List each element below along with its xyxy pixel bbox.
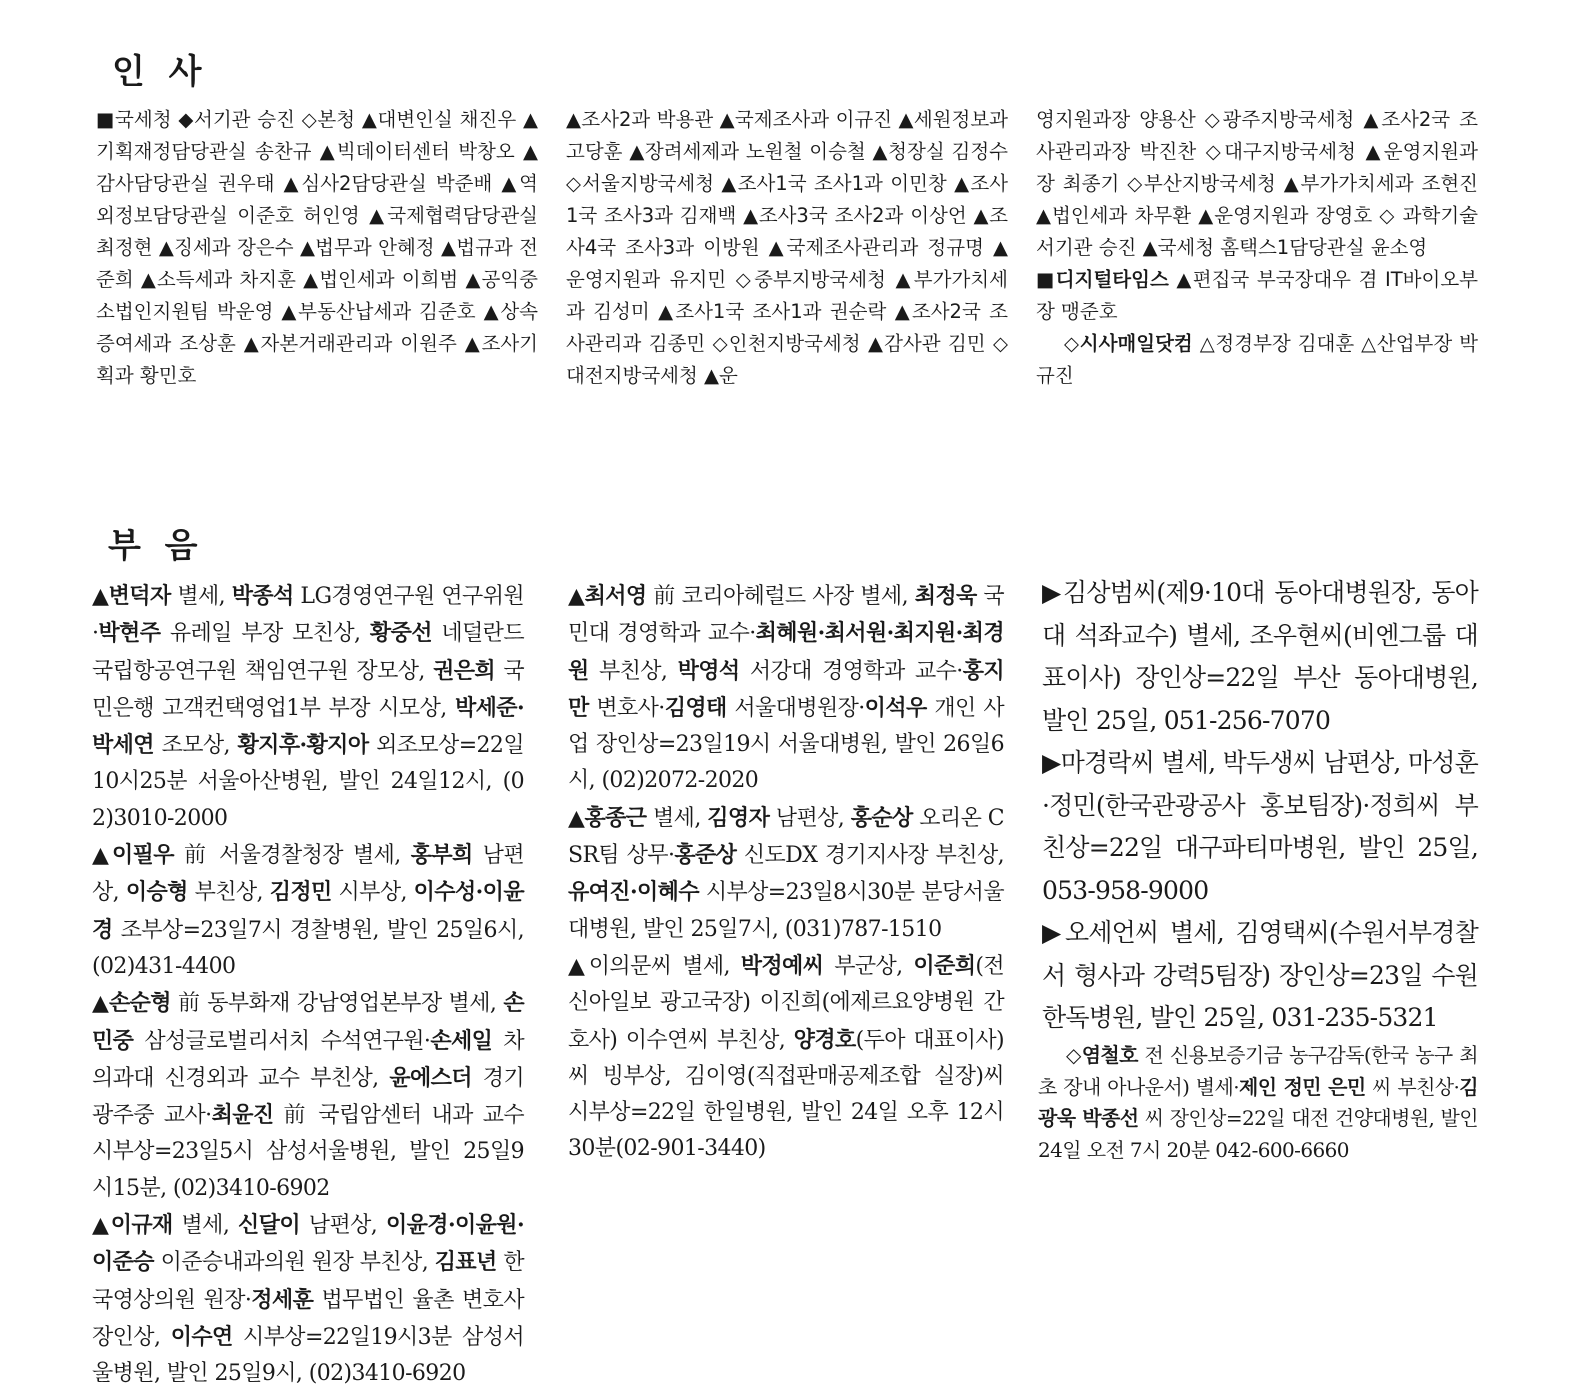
bold-name-run: 권은희 [433, 657, 496, 684]
bold-name-run: 윤에스더 [389, 1064, 472, 1091]
bold-name-run: 이수성·이윤경 [92, 879, 524, 943]
text-run: 서울대병원장· [726, 695, 865, 721]
paragraph [1042, 912, 1478, 1040]
paragraph [1038, 1040, 1478, 1166]
bold-name-run: 유여진·이혜수 [568, 879, 699, 906]
text-run: 법무법인 율촌 변호사 장인상, [92, 1287, 524, 1350]
text-run: 씨 장인상=22일 대전 건양대병원, 발인 24일 오전 7시 20분 042-600-6660 [1038, 1106, 1478, 1162]
text-run: 네덜란드 국립항공연구원 책임연구원 장모상, [92, 621, 524, 684]
paragraph [568, 948, 1004, 1168]
text-run: 별세, [646, 805, 708, 831]
text-run: 시부상=22일19시3분 삼성서울병원, 발인 25일9시, (02)3410-6920 [92, 1324, 524, 1387]
text-run: 시부상=23일8시30분 분당서울대병원, 발인 25일7시, (031)787-1510 [568, 880, 1004, 942]
text-run: 前 국립암센터 내과 교수 시부상=23일5시 삼성서울병원, 발인 25일9시15분, (02)3410-6902 [92, 1103, 525, 1201]
text-run: 차의과대 신경외과 교수 부친상, [92, 1028, 524, 1091]
bold-name-run: 이수연 [170, 1323, 233, 1350]
bold-name-run: 손민중 [92, 990, 524, 1054]
bold-name-run: 제인 정민 은민 [1239, 1074, 1366, 1099]
text-run: 서강대 경영학과 교수· [739, 658, 963, 684]
bold-name-run: 신달이 [238, 1212, 300, 1239]
bueum-column-3-notice [1038, 1040, 1478, 1166]
text-run: ▲편집국 부국장대우 겸 IT바이오부장 맹준호 [1036, 268, 1478, 323]
bueum-column-1 [92, 578, 524, 1393]
text-run: 별세, [170, 584, 232, 609]
text-run: 남편상, [769, 805, 851, 831]
text-run: 변호사· [588, 695, 665, 721]
bold-name-run: 최윤진 [211, 1102, 274, 1129]
bold-name-run: 홍준상 [674, 842, 737, 869]
bold-name-run: 손세일 [430, 1027, 493, 1054]
text-run: ▶김상범씨(제9·10대 동아대병원장, 동아대 석좌교수) 별세, 조우현씨(비엔그룹 대표이사) 장인상=22일 부산 동아대병원, 발인 25일, 051-256-7070 [1042, 578, 1478, 735]
text-run: ▲이의문씨 [568, 953, 672, 979]
insa-column-1 [96, 104, 538, 392]
text-run: 국민대 경영학과 교수· [568, 584, 1005, 647]
paragraph [568, 800, 1004, 948]
text-run: 부친상, [187, 880, 270, 906]
bold-name-run: 이석우 [864, 694, 927, 721]
bold-name-run: 김광욱 박종선 [1038, 1074, 1479, 1130]
text-run: ■국세청 ◆서기관 승진 ◇본청 ▲대변인실 채진우 ▲기획재정담당관실 송찬규 ▲빅데이터센터 박창오 ▲감사담당관실 권우태 ▲심사2담당관실 박준배 ▲역외정보담당관실 이준호 허인영 ▲국제협력담당관실 최정현 ▲징세과 장은수 ▲법무과 안혜정 ▲법규과 전준희 ▲소득세과 차지훈 ▲법인세과 이희범 ▲공익중소법인지원팀 박운영 ▲부동산납세과 김준호 ▲상속증여세과 조상훈 ▲자본거래관리과 이원주 ▲조사기획과 황민호 [96, 108, 538, 387]
text-run: 신도DX 경기지사장 부친상, [736, 843, 1004, 869]
paragraph [92, 837, 524, 985]
text-run: 오리온 CSR팀 상무· [568, 805, 1005, 869]
bueum-heading: 부 음 [108, 526, 204, 566]
bold-name-run: 박종석 [231, 583, 294, 609]
bold-name-run: 양경호 [793, 1026, 856, 1053]
bold-name-run: ▲최서영 [568, 583, 647, 609]
bold-name-run: 김영태 [664, 694, 727, 721]
paragraph [566, 104, 1008, 392]
paragraph [1036, 328, 1478, 392]
text-run: 삼성글로벌리서치 수석연구원· [133, 1028, 431, 1054]
text-run: 조부상=23일7시 경찰병원, 발인 25일6시, (02)431-4400 [92, 917, 524, 979]
bold-name-run: 이윤경·이윤원·이준승 [92, 1212, 525, 1276]
bueum-column-2 [568, 578, 1004, 1168]
paragraph [1042, 572, 1478, 742]
paragraph [92, 985, 524, 1207]
bold-name-run: ◇시사매일닷컴 [1064, 332, 1193, 355]
text-run: 이준승내과의원 원장 부친상, [153, 1250, 435, 1276]
text-run: 씨 부친상· [1365, 1074, 1460, 1099]
text-run: 시부상, [331, 880, 414, 906]
bold-name-run: 황중선 [369, 620, 432, 647]
text-run: 개인 사업 장인상=23일19시 서울대병원, 발인 26일6시, (02)2072-2020 [568, 695, 1004, 794]
bold-name-run: ▲이필우 [92, 842, 174, 869]
bold-name-run: 이승형 [125, 879, 188, 906]
bold-name-run: 김영자 [707, 804, 770, 831]
bueum-column-3 [1042, 572, 1478, 1040]
text-run: 전 신용보증기금 농구감독(한국 농구 최초 장내 아나운서) 별세· [1038, 1043, 1478, 1099]
insa-column-2 [566, 104, 1008, 392]
text-run: ▶마경락씨 별세, 박두생씨 남편상, 마성훈·정민(한국관광공사 홍보팀장)·정희씨 부친상=22일 대구파티마병원, 발인 25일, 053-958-9000 [1042, 748, 1478, 905]
insa-column-3 [1036, 104, 1478, 392]
text-run: 조모상, [153, 733, 238, 759]
paragraph [92, 578, 524, 837]
bold-name-run: ▲홍종근 [568, 804, 647, 831]
paragraph [1036, 104, 1478, 264]
text-run: 남편상, [300, 1213, 386, 1239]
text-run: LG경영연구원 연구위원· [92, 584, 525, 647]
paragraph [92, 1207, 524, 1392]
bold-name-run: 박현주 [98, 620, 161, 647]
bold-name-run: 홍부희 [410, 842, 473, 869]
bold-name-run: 최혜원·최서원·최지원·최경원 [568, 620, 1004, 684]
text-run: ▶오세언씨 별세, 김영택씨(수원서부경찰서 형사과 강력5팀장) 장인상=23일 수원 한독병원, 발인 25일, 031-235-5321 [1042, 918, 1478, 1032]
text-run: 前 동부화재 강남영업본부장 별세, [170, 991, 504, 1017]
text-run: 남편상, [92, 843, 524, 906]
text-run: ▲조사2과 박용관 ▲국제조사과 이규진 ▲세원정보과 고당훈 ▲장려세제과 노원철 이승철 ▲청장실 김정수 ◇서울지방국세청 ▲조사1국 조사1과 이민창 ▲조사1국 조사3과 김재백 ▲조사3국 조사2과 이상언 ▲조사4국 조사3과 이방원 ▲국제조사관리과 정규명 ▲운영지원과 유지민 ◇중부지방국세청 ▲부가가치세과 김성미 ▲조사1국 조사1과 권순락 ▲조사2국 조사관리과 김종민 ◇인천지방국세청 ▲감사관 김민 ◇대전지방국세청 ▲운 [566, 108, 1008, 387]
bold-name-run: 정세훈 [251, 1286, 314, 1313]
text-run: 경기 광주중 교사· [92, 1065, 524, 1129]
paragraph [1042, 742, 1478, 912]
text-run: 前 서울경찰청장 별세, [173, 843, 411, 869]
bold-name-run: ▲이규재 [92, 1212, 173, 1239]
bold-name-run: 이준희 [913, 952, 976, 979]
bold-name-run: ◇염철호 [1066, 1043, 1138, 1067]
text-run: △정경부장 김대훈 △산업부장 박규진 [1036, 332, 1478, 387]
paragraph [96, 104, 538, 392]
paragraph [1036, 264, 1478, 328]
bold-name-run: 박영석 [677, 657, 740, 684]
text-run: 유레일 부장 모친상, [160, 621, 370, 647]
bold-name-run: 최정욱 [914, 583, 977, 609]
text-run: 부친상, [588, 658, 678, 684]
text-run: 한국영상의원 원장· [92, 1250, 525, 1313]
text-run: 별세, [671, 953, 741, 979]
bold-name-run: 황지후·황지아 [237, 732, 369, 759]
bold-name-run: ▲변덕자 [92, 583, 171, 609]
text-run: (전 신아일보 광고국장) 이진희(에제르요양병원 간호사) 이수연씨 부친상, [568, 953, 1004, 1053]
text-run: 별세, [172, 1213, 239, 1239]
bold-name-run: 박정예씨 [740, 952, 824, 979]
insa-heading: 인 사 [112, 52, 208, 92]
paragraph [568, 578, 1004, 800]
bold-name-run: 김표년 [434, 1249, 497, 1276]
text-run: 영지원과장 양용산 ◇광주지방국세청 ▲조사2국 조사관리과장 박진찬 ◇대구지방국세청 ▲운영지원과장 최종기 ◇부산지방국세청 ▲부가가치세과 조현진 ▲법인세과 차무환 ▲운영지원과 장영호 ◇ 과학기술서기관 승진 ▲국세청 홈택스1담당관실 윤소영 [1036, 108, 1478, 259]
bold-name-run: ▲손순형 [92, 990, 171, 1017]
text-run: 부군상, [823, 953, 914, 979]
text-run: (두아 대표이사)씨 빙부상, 김이영(직접판매공제조합 실장)씨 시부상=22일 한일병원, 발인 24일 오후 12시30분(02-901-3440) [568, 1027, 1004, 1162]
text-run: 국민은행 고객컨택영업1부 부장 시모상, [92, 658, 524, 721]
bold-name-run: 김정민 [269, 879, 332, 906]
bold-name-run: 홍순상 [850, 804, 913, 831]
bold-name-run: 홍지만 [568, 657, 1004, 721]
bold-name-run: 박세준·박세연 [92, 694, 524, 759]
bold-name-run: ■디지털타임스 [1036, 268, 1169, 291]
text-run: 前 코리아헤럴드 사장 별세, [646, 584, 915, 609]
text-run: 외조모상=22일10시25분 서울아산병원, 발인 24일12시, (02)3010-2000 [92, 733, 524, 831]
